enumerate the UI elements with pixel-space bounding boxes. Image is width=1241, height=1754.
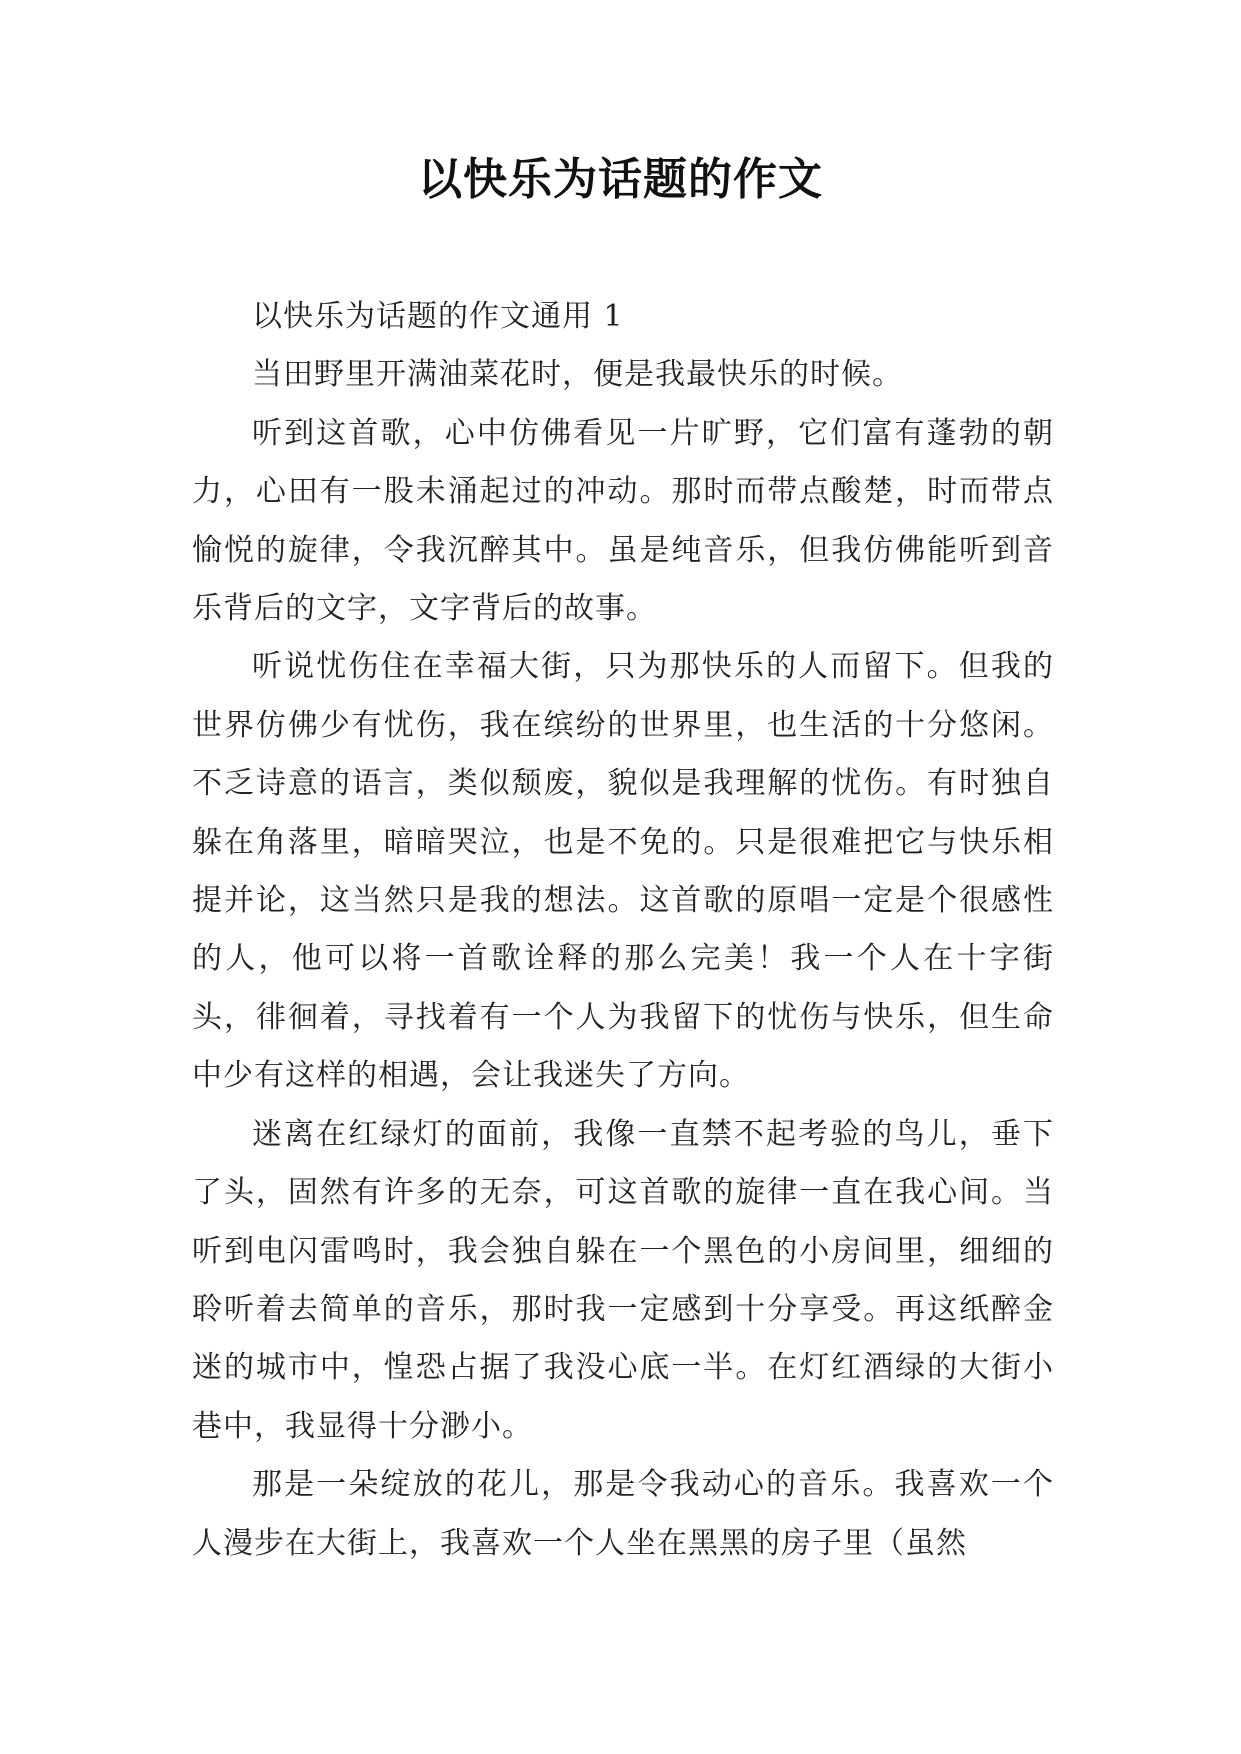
paragraph: 当田野里开满油菜花时，便是我最快乐的时候。 bbox=[252, 357, 903, 393]
document-title: 以快乐为话题的作文 bbox=[418, 154, 823, 205]
document-body bbox=[192, 288, 1054, 1573]
paragraph: 听到这首歌，心中仿佛看见一片旷野，它们富有蓬勃的朝力，心田有一股未涌起过的冲动。那时而带点酸楚，时而带点愉悦的旋律，令我沉醉其中。虽是纯音乐，但我仿佛能听到音乐背后的文字，文字背后的故事。 bbox=[192, 415, 1054, 627]
paragraph: 那是一朵绽放的花儿，那是令我动心的音乐。我喜欢一个人漫步在大街上，我喜欢一个人坐在黑黑的房子里（虽然 bbox=[192, 1467, 1054, 1561]
paragraph: 迷离在红绿灯的面前，我像一直禁不起考验的鸟儿，垂下了头，固然有许多的无奈，可这首歌的旋律一直在我心间。当听到电闪雷鸣时，我会独自躲在一个黑色的小房间里，细细的聆听着去简单的音乐，那时我一定感到十分享受。再这纸醉金迷的城市中，惶恐占据了我没心底一半。在灯红酒绿的大街小巷中，我显得十分渺小。 bbox=[192, 1116, 1054, 1444]
paragraph-heading: 以快乐为话题的作文通用 1 bbox=[252, 299, 624, 334]
paragraph: 听说忧伤住在幸福大街，只为那快乐的人而留下。但我的世界仿佛少有忧伤，我在缤纷的世界里，也生活的十分悠闲。不乏诗意的语言，类似颓废，貌似是我理解的忧伤。有时独自躲在角落里，暗暗哭泣，也是不免的。只是很难把它与快乐相提并论，这当然只是我的想法。这首歌的原唱一定是个很感性的人，他可以将一首歌诠释的那么完美！我一个人在十字街头，徘徊着，寻找着有一个人为我留下的忧伤与快乐，但生命中少有这样的相遇，会让我迷失了方向。 bbox=[192, 649, 1054, 1094]
